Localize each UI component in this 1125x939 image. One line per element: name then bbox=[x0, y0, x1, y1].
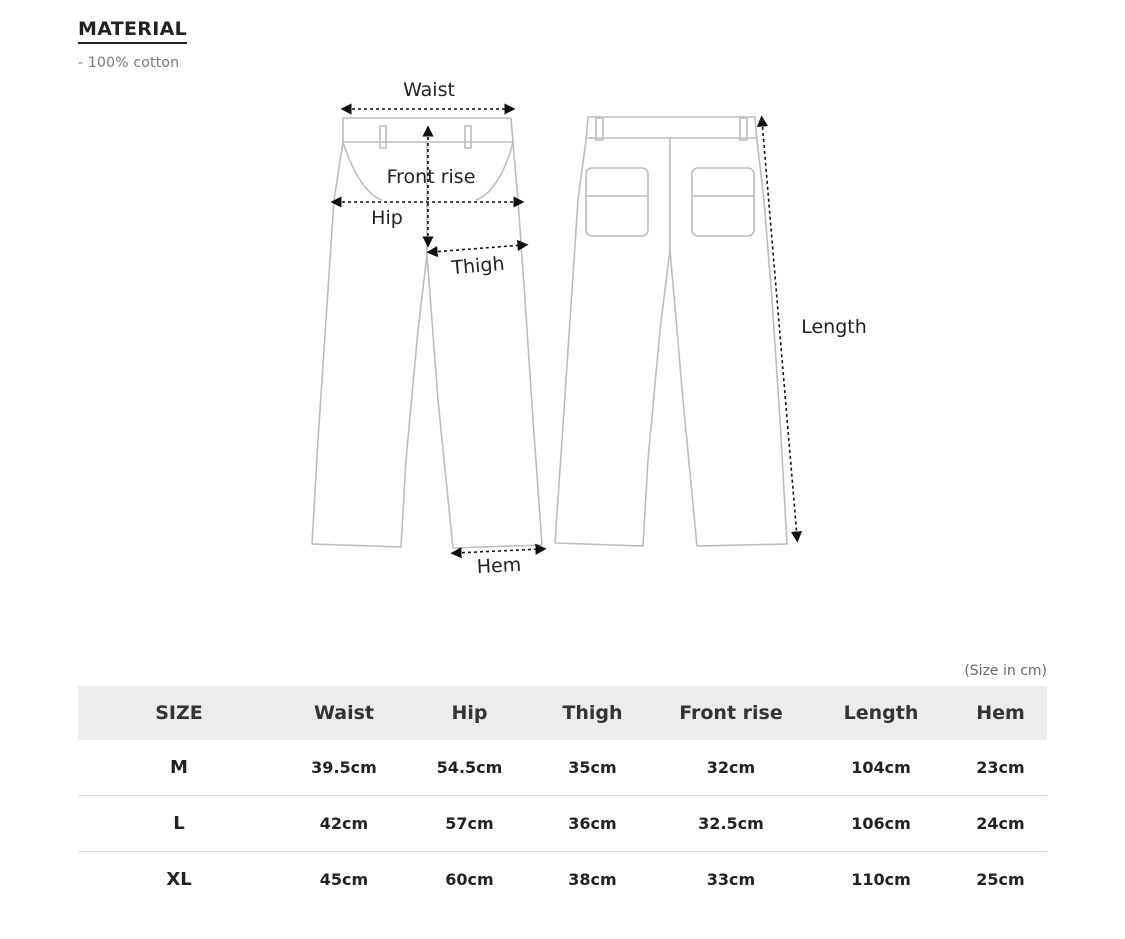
thigh-cell: 36cm bbox=[531, 796, 654, 852]
material-heading: MATERIAL bbox=[78, 18, 187, 44]
table-row bbox=[78, 852, 1047, 908]
length-measure-line bbox=[762, 121, 797, 537]
hem-measure-line bbox=[456, 549, 541, 553]
size-table-header-row bbox=[78, 686, 1047, 740]
column-header: Waist bbox=[313, 702, 374, 724]
front-rise-label: Front rise bbox=[386, 166, 476, 188]
column-header: Length bbox=[843, 702, 919, 724]
table-row bbox=[78, 796, 1047, 852]
size-chart-table bbox=[78, 686, 1047, 907]
thigh-measure-line bbox=[432, 245, 523, 252]
column-header: Hip bbox=[451, 702, 488, 724]
size-cell: M bbox=[78, 740, 280, 796]
column-header: Hem bbox=[976, 702, 1025, 724]
hip-cell: 54.5cm bbox=[408, 740, 531, 796]
front-rise-cell: 32.5cm bbox=[654, 796, 808, 852]
size-cell: XL bbox=[166, 869, 192, 890]
front-rise-cell: 33cm bbox=[706, 870, 756, 889]
hem-label: Hem bbox=[476, 553, 522, 579]
hem-cell: 23cm bbox=[954, 740, 1047, 796]
hem-cell: 25cm bbox=[976, 870, 1025, 889]
length-cell: 104cm bbox=[808, 740, 954, 796]
pants-back-outline bbox=[555, 117, 787, 546]
column-header: SIZE bbox=[155, 702, 203, 724]
table-row bbox=[78, 740, 1047, 796]
waist-cell: 45cm bbox=[319, 870, 369, 889]
material-composition: - 100% cotton bbox=[78, 55, 180, 71]
column-header: Thigh bbox=[562, 702, 623, 724]
thigh-cell: 38cm bbox=[568, 870, 617, 889]
length-cell: 106cm bbox=[808, 796, 954, 852]
length-label: Length bbox=[801, 316, 867, 338]
hip-cell: 57cm bbox=[408, 796, 531, 852]
hip-label: Hip bbox=[371, 207, 403, 229]
waist-label: Waist bbox=[403, 79, 455, 101]
hem-cell: 24cm bbox=[954, 796, 1047, 852]
size-unit-note: (Size in cm) bbox=[964, 663, 1047, 679]
hip-cell: 60cm bbox=[445, 870, 494, 889]
front-rise-cell: 32cm bbox=[654, 740, 808, 796]
column-header: Front rise bbox=[679, 702, 783, 724]
thigh-label: Thigh bbox=[450, 252, 506, 280]
length-cell: 110cm bbox=[851, 870, 911, 889]
size-cell: L bbox=[78, 796, 280, 852]
waist-cell: 39.5cm bbox=[280, 740, 408, 796]
thigh-cell: 35cm bbox=[531, 740, 654, 796]
waist-cell: 42cm bbox=[280, 796, 408, 852]
